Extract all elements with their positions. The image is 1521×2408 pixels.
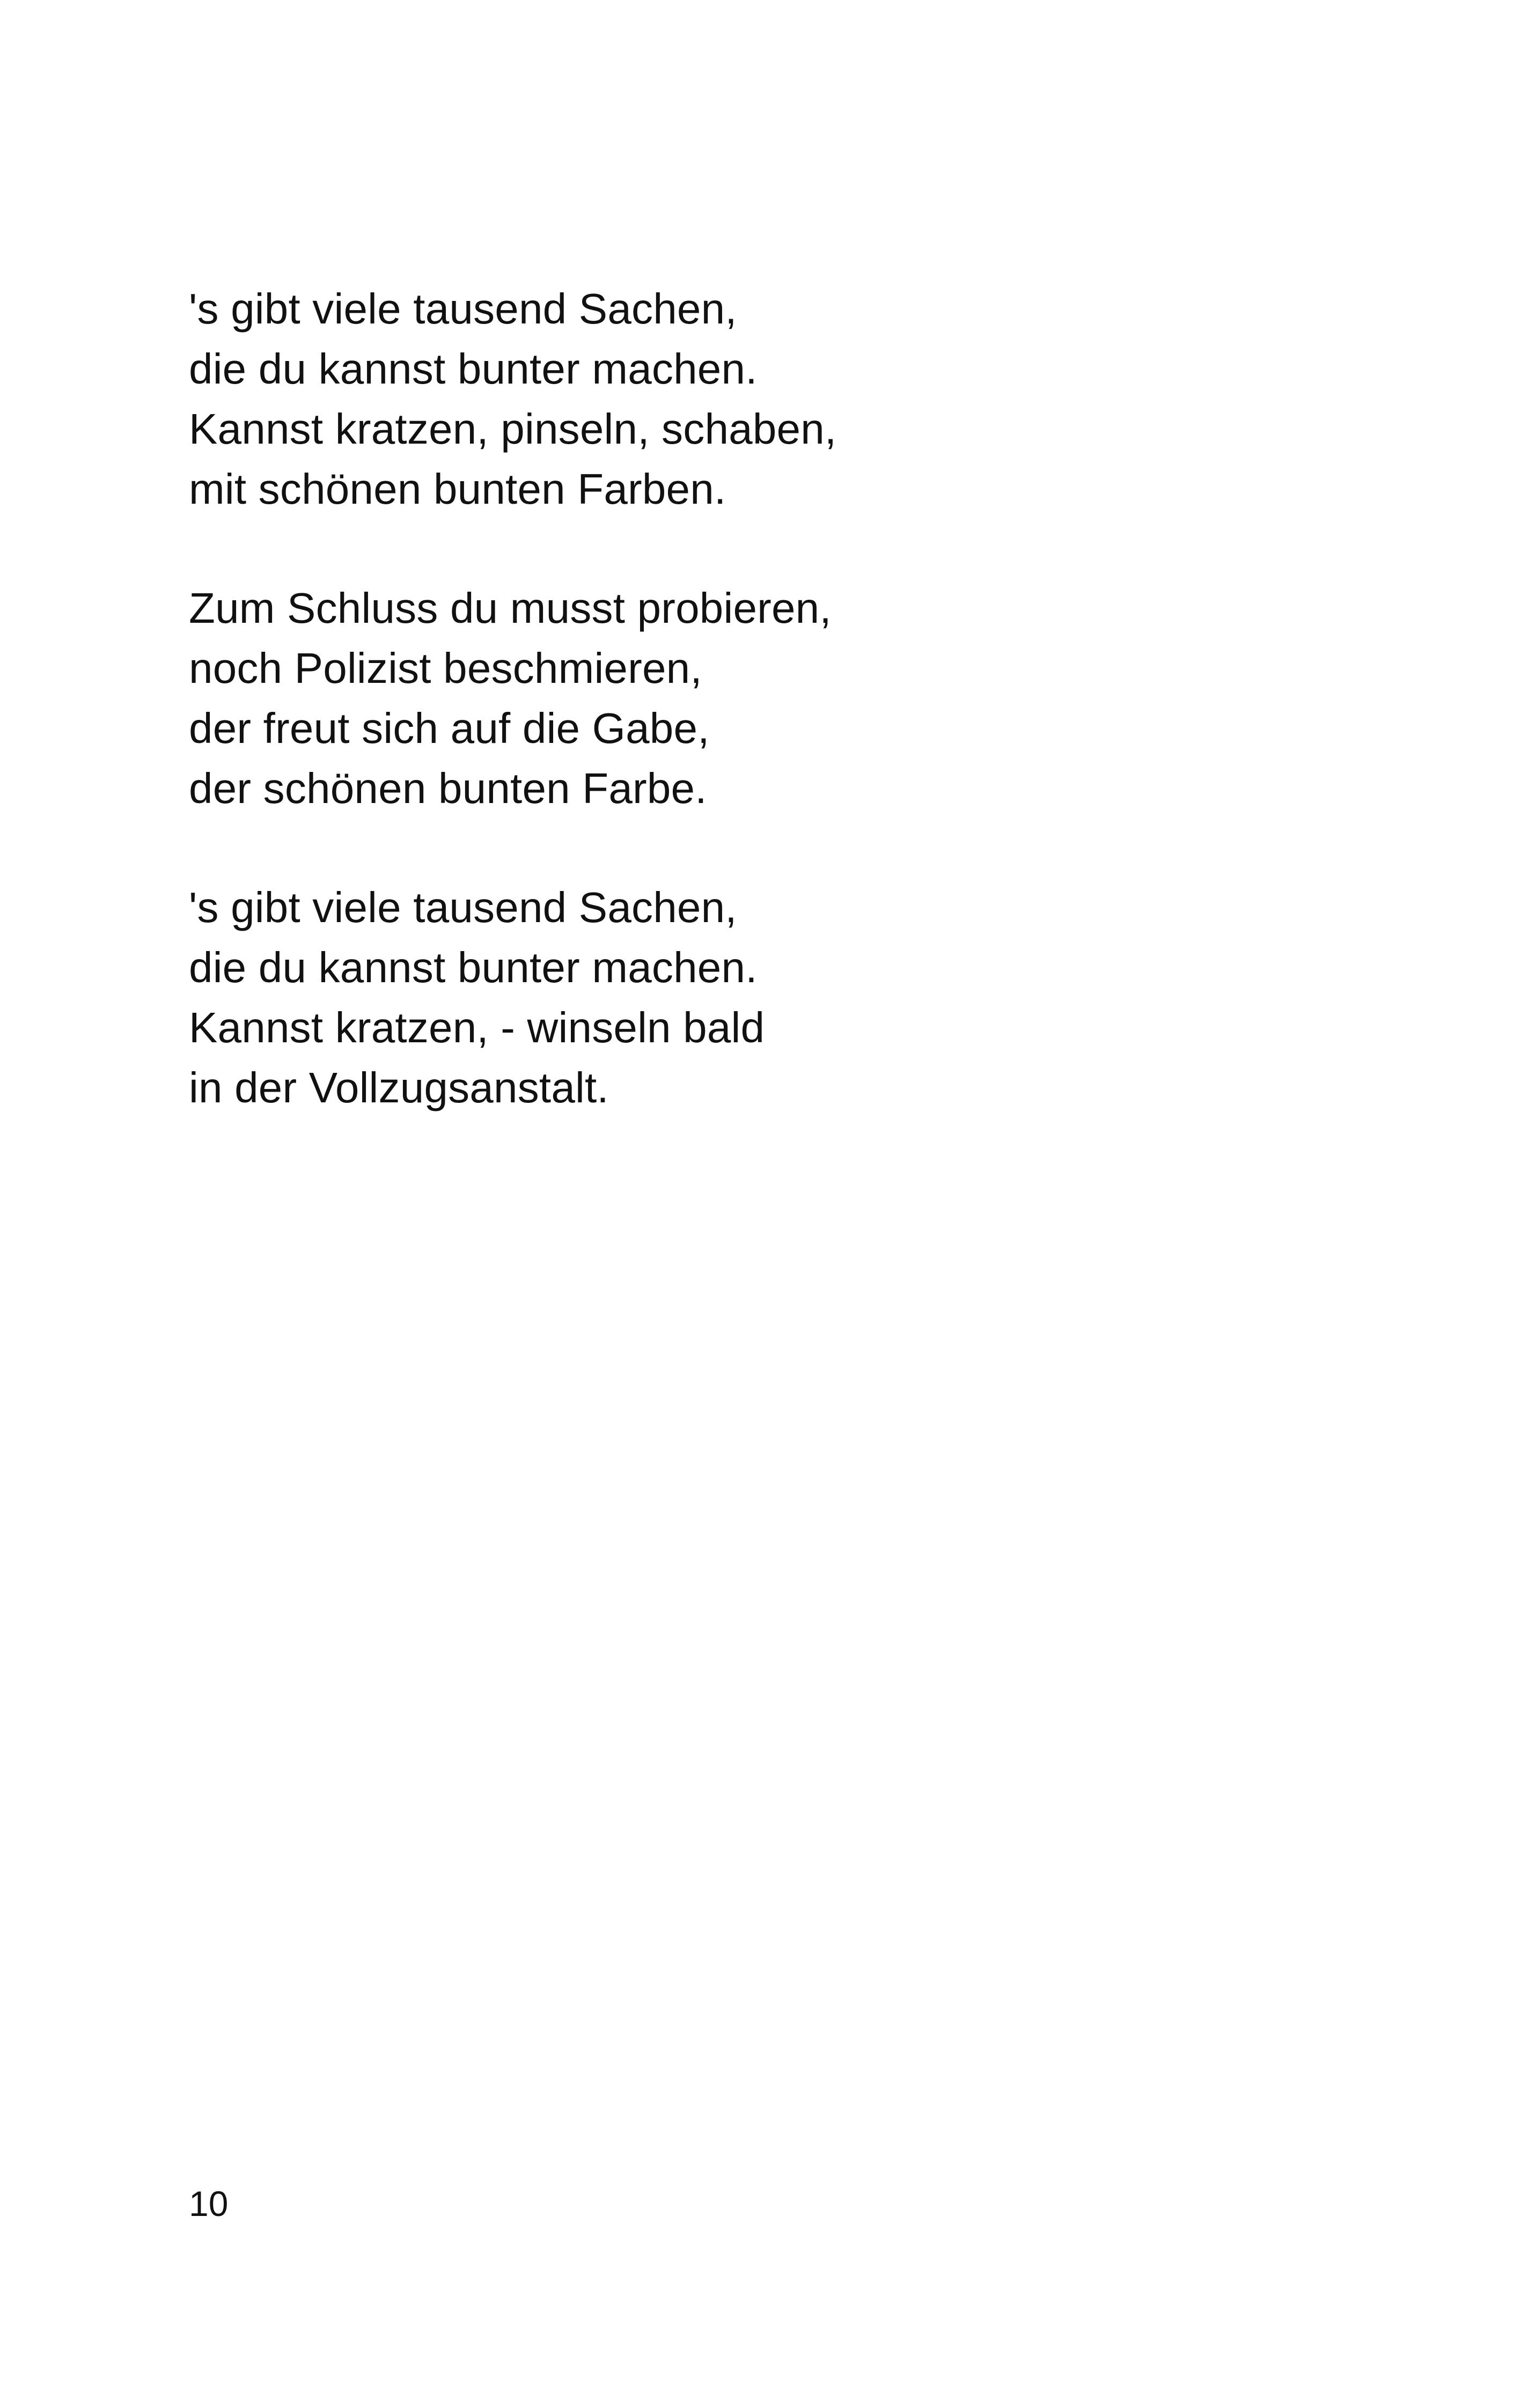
poem-line: Zum Schluss du musst probieren, xyxy=(189,584,832,632)
poem-line: der freut sich auf die Gabe, xyxy=(189,704,710,752)
poem-line: 's gibt viele tausend Sachen, xyxy=(189,285,737,333)
page-number: 10 xyxy=(189,2184,229,2223)
poem-line: der schönen bunten Farbe. xyxy=(189,764,707,812)
poem-line: Kannst kratzen, - winseln bald xyxy=(189,1004,765,1051)
poem xyxy=(189,279,1369,1177)
stanza-1 xyxy=(189,279,1369,519)
poem-line: in der Vollzugsanstalt. xyxy=(189,1064,609,1111)
stanza-2 xyxy=(189,578,1369,819)
poem-line: noch Polizist beschmieren, xyxy=(189,644,702,692)
poem-line: die du kannst bunter machen. xyxy=(189,944,758,991)
stanza-3 xyxy=(189,878,1369,1118)
poem-line: Kannst kratzen, pinseln, schaben, xyxy=(189,405,837,453)
poem-line: 's gibt viele tausend Sachen, xyxy=(189,883,737,931)
poem-line: mit schönen bunten Farben. xyxy=(189,465,726,513)
poem-line: die du kannst bunter machen. xyxy=(189,345,758,393)
